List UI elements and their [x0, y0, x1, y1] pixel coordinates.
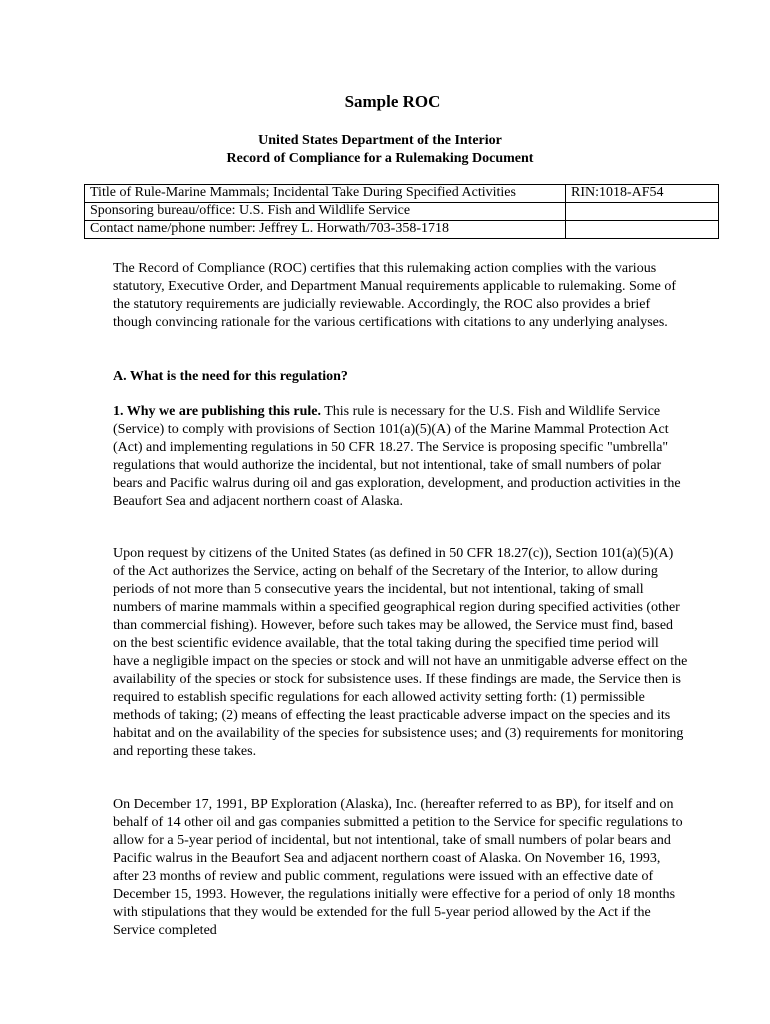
record-header: Record of Compliance for a Rulemaking Document: [226, 151, 534, 166]
section-1-heading: 1. Why we are publishing this rule.: [113, 404, 321, 419]
table-row: [85, 185, 719, 203]
rin-cell: RIN:1018-AF54: [566, 185, 719, 203]
empty-cell: [566, 203, 719, 221]
intro-paragraph: The Record of Compliance (ROC) certifies that this rulemaking action complies with the various statutory, Executive Order, and Department Manual requirements applicable to rulemaking. Some of the statutory requirements are judicially reviewable. Accordingly, the ROC also provides a brief though convincing rationale for the various certifications with citations to any underlying analyses.: [113, 261, 677, 330]
section-1-text: This rule is necessary for the U.S. Fish and Wildlife Service (Service) to comply with provisions of Section 101(a)(5)(A) of the Marine Mammal Protection Act (Act) and implementing regulations in 50 CFR 18.27. The Service is proposing specific "umbrella" regulations that would authorize the incidental, but not intentional, take of small numbers of polar bears and Pacific walrus during oil and gas exploration, development, and production activities in the Beaufort Sea and adjacent northern coast of Alaska.: [113, 404, 681, 509]
table-row: [85, 203, 719, 221]
section-1-paragraph: [113, 403, 688, 511]
empty-cell: [566, 221, 719, 239]
section-a-heading: A. What is the need for this regulation?: [113, 369, 348, 384]
rule-title-cell: Title of Rule-Marine Mammals; Incidental Take During Specified Activities: [85, 185, 566, 203]
department-header: United States Department of the Interior: [258, 133, 502, 148]
contact-cell: Contact name/phone number: Jeffrey L. Horwath/703-358-1718: [85, 221, 566, 239]
history-paragraph: On December 17, 1991, BP Exploration (Alaska), Inc. (hereafter referred to as BP), for itself and on behalf of 14 other oil and gas companies submitted a petition to the Service for specific regulations to allow for a 5-year period of incidental, but not intentional, take of small numbers of polar bears and Pacific walrus in the Beaufort Sea and adjacent northern coast of Alaska. On November 16, 1993, after 23 months of review and public comment, regulations were issued with an effective date of December 15, 1993. However, the regulations initially were effective for a period of only 18 months with stipulations that they would be extended for the full 5-year period allowed by the Act if the Service completed: [113, 797, 683, 938]
document-title: Sample ROC: [344, 92, 441, 111]
sponsor-cell: Sponsoring bureau/office: U.S. Fish and Wildlife Service: [85, 203, 566, 221]
rule-info-table: [84, 184, 719, 239]
authorization-paragraph: Upon request by citizens of the United States (as defined in 50 CFR 18.27(c)), Section 101(a)(5)(A) of the Act authorizes the Service, acting on behalf of the Secretary of the Interior, to allow during periods of not more than 5 consecutive years the incidental, but not intentional, taking of small numbers of marine mammals within a specified geographical region during specified activities (other than commercial fishing). However, before such takes may be allowed, the Service must find, based on the best scientific evidence available, that the total taking during the specified time period will have a negligible impact on the species or stock and will not have an unmitigable adverse effect on the availability of the species or stock for subsistence uses. If these findings are made, the Service then is required to establish specific regulations for each allowed activity setting forth: (1) permissible methods of taking; (2) means of effecting the least practicable adverse impact on the species and its habitat and on the availability of the species for subsistence uses; and (3) requirements for monitoring and reporting these takes.: [113, 546, 688, 759]
table-row: [85, 221, 719, 239]
